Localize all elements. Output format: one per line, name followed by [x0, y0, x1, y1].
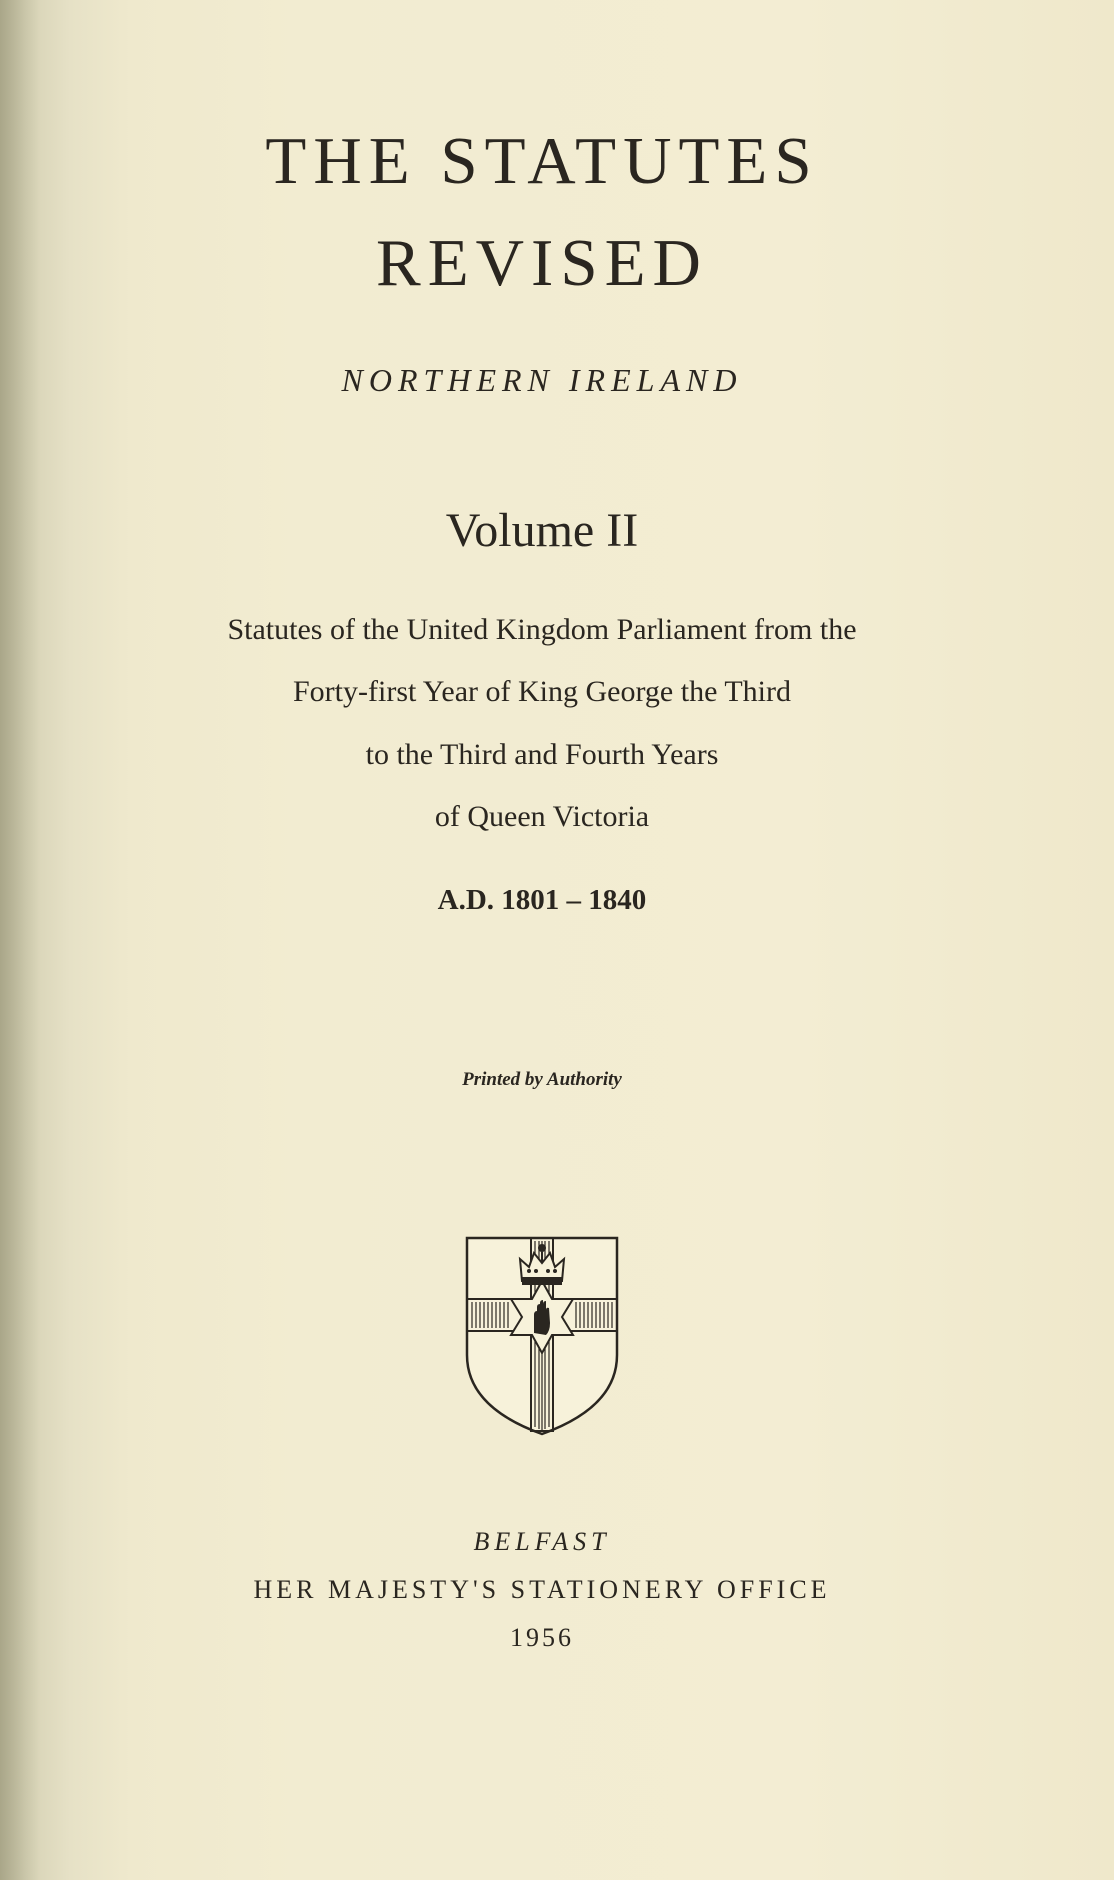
- printed-by-authority: Printed by Authority: [462, 1069, 622, 1090]
- imprint-city: BELFAST: [473, 1527, 611, 1556]
- book-title-line-1: THE STATUTES: [265, 124, 819, 198]
- imprint-year: 1956: [510, 1623, 574, 1652]
- jurisdiction-subtitle: NORTHERN IRELAND: [341, 362, 743, 398]
- description-line-3: to the Third and Fourth Years: [365, 738, 719, 771]
- volume-heading: Volume II: [445, 504, 639, 557]
- book-title-line-2: REVISED: [376, 226, 708, 300]
- description-line-2: Forty-first Year of King George the Third: [293, 675, 791, 708]
- imprint-publisher: HER MAJESTY'S STATIONERY OFFICE: [253, 1575, 831, 1604]
- description-line-4: of Queen Victoria: [434, 800, 650, 833]
- year-range: A.D. 1801 – 1840: [437, 884, 647, 916]
- northern-ireland-coat-of-arms-icon: [464, 1235, 620, 1436]
- description-line-1: Statutes of the United Kingdom Parliament from the: [227, 613, 857, 646]
